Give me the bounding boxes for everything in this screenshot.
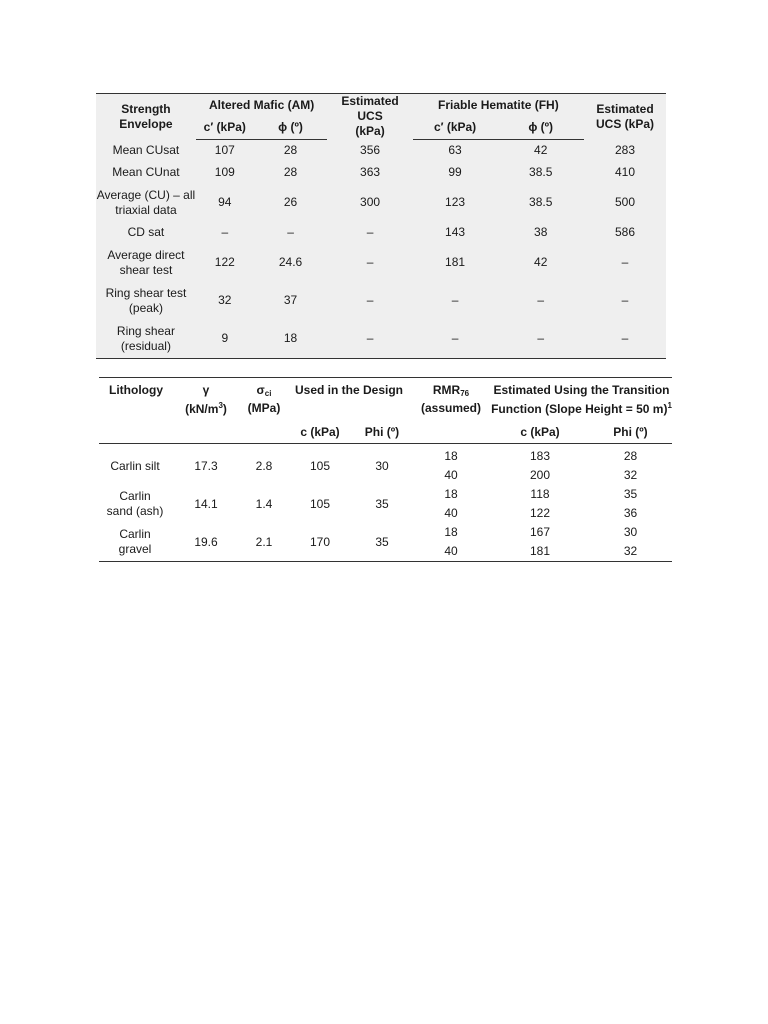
am-c-value: 122 xyxy=(214,255,235,269)
strength-envelope-table xyxy=(96,93,666,359)
am-c-value: 32 xyxy=(218,293,232,307)
header-estimated-ucs-fh: Estimated UCS (kPa) xyxy=(595,101,654,131)
est-phi-value: 35 xyxy=(623,487,638,501)
fh-phi-value: 38.5 xyxy=(529,165,553,179)
fh-ucs-value: 283 xyxy=(614,142,636,157)
row-label: Average direct shear test xyxy=(107,247,185,277)
am-phi-value: – xyxy=(287,225,294,239)
table-row xyxy=(96,244,666,282)
est-c-value: 200 xyxy=(529,468,551,482)
header-spacer xyxy=(241,421,287,444)
est-c-value: 181 xyxy=(529,544,551,558)
am-ucs-value: – xyxy=(366,331,374,345)
fh-ucs-value: – xyxy=(621,255,629,269)
table-row xyxy=(99,485,672,504)
header-est-phi: Phi (º) xyxy=(589,421,672,444)
design-c-value: 105 xyxy=(309,496,331,511)
est-c-value: 118 xyxy=(530,487,550,501)
header-am-c: c′ (kPa) xyxy=(196,117,254,139)
table-row xyxy=(96,320,666,359)
fh-ucs-value: 586 xyxy=(614,225,636,239)
am-ucs-value: – xyxy=(366,293,374,307)
fh-c-value: – xyxy=(451,293,459,307)
est-phi-value: 36 xyxy=(623,506,638,520)
est-phi-value: 32 xyxy=(623,468,638,482)
table-row xyxy=(96,139,666,162)
am-ucs-value: – xyxy=(366,225,374,239)
header-altered-mafic: Altered Mafic (AM) xyxy=(208,98,315,113)
am-phi-value: 24.6 xyxy=(278,255,303,269)
header-friable-hematite: Friable Hematite (FH) xyxy=(438,98,559,113)
header-spacer xyxy=(99,421,171,444)
am-phi-value: 26 xyxy=(283,195,298,209)
fh-c-value: 99 xyxy=(448,165,462,179)
rmr-value: 18 xyxy=(444,487,458,501)
header-strength-envelope: Strength Envelope xyxy=(119,101,173,131)
est-c-value: 183 xyxy=(529,449,551,463)
am-c-value: – xyxy=(221,225,229,239)
header-lithology: Lithology xyxy=(109,383,163,397)
est-phi-value: 32 xyxy=(623,544,638,558)
row-label: Average (CU) – all triaxial data xyxy=(96,187,196,217)
rmr-assumed: (assumed) xyxy=(420,401,482,415)
rmr-value: 40 xyxy=(444,468,458,482)
lithology-name: Carlin silt xyxy=(110,458,160,473)
fh-c-value: 123 xyxy=(445,195,466,209)
table-row xyxy=(96,282,666,320)
design-c-value: 105 xyxy=(309,458,331,473)
lithology-name: Carlin gravel xyxy=(118,527,152,556)
lithology-name: Carlin sand (ash) xyxy=(106,489,164,518)
table-row xyxy=(96,184,666,222)
sigma-unit: (MPa) xyxy=(247,401,281,415)
fh-phi-value: 42 xyxy=(534,255,548,269)
header-design-phi: Phi (º) xyxy=(353,421,411,444)
gamma-symbol: γ xyxy=(202,383,210,397)
fh-phi-value: 38.5 xyxy=(529,195,553,209)
row-label: Ring shear (residual) xyxy=(116,323,175,353)
sigma-value: 2.1 xyxy=(255,534,273,549)
design-phi-value: 35 xyxy=(375,534,389,549)
am-phi-value: 28 xyxy=(283,165,298,179)
am-phi-value: 28 xyxy=(283,143,298,157)
gamma-value: 14.1 xyxy=(194,496,218,511)
header-est-c: c (kPa) xyxy=(491,421,589,444)
rmr-value: 18 xyxy=(444,525,458,539)
fh-c-value: – xyxy=(451,331,459,345)
rmr-value: 40 xyxy=(444,544,458,558)
table-row xyxy=(96,222,666,244)
fh-ucs-value: 500 xyxy=(614,195,636,209)
header-spacer xyxy=(171,421,241,444)
header-estimated-ucs-am: Estimated UCS (kPa) xyxy=(341,94,399,138)
am-c-value: 94 xyxy=(218,195,232,209)
am-ucs-value: 300 xyxy=(360,195,381,209)
design-phi-value: 35 xyxy=(375,496,389,511)
gamma-unit: $(kN/m^3)$ xyxy=(185,401,227,416)
est-phi-value: 28 xyxy=(623,449,638,463)
header-am-phi: ϕ (º) xyxy=(254,117,328,139)
am-ucs-value: – xyxy=(366,255,374,269)
row-label: Ring shear test (peak) xyxy=(105,285,187,315)
am-ucs-value: 356 xyxy=(360,142,381,157)
design-phi-value: 30 xyxy=(375,458,389,473)
am-c-value: 9 xyxy=(221,331,229,345)
am-c-value: 107 xyxy=(214,143,235,157)
sigma-symbol: $\sigma_{ci}$ xyxy=(256,383,272,398)
gamma-value: 19.6 xyxy=(194,534,218,549)
header-used-in-design: Used in the Design xyxy=(294,383,404,397)
header-gamma xyxy=(171,378,241,422)
rmr-label: $RMR_{76}$ xyxy=(432,383,470,398)
header-rmr xyxy=(411,378,491,422)
rmr-value: 40 xyxy=(444,506,458,520)
fh-phi-value: – xyxy=(537,331,545,345)
am-phi-value: 18 xyxy=(283,331,298,345)
row-label: CD sat xyxy=(127,225,165,239)
am-ucs-value: 363 xyxy=(360,165,381,179)
design-c-value: 170 xyxy=(309,534,331,549)
sigma-value: 1.4 xyxy=(255,496,273,511)
gamma-value: 17.3 xyxy=(194,458,218,473)
header-fh-c: c′ (kPa) xyxy=(413,117,498,139)
header-spacer xyxy=(411,421,491,444)
est-c-value: 122 xyxy=(529,506,551,520)
table-row xyxy=(96,162,666,184)
fh-phi-value: 38 xyxy=(534,225,548,239)
header-fh-phi: ϕ (º) xyxy=(497,117,584,139)
fh-phi-value: – xyxy=(537,293,545,307)
fh-c-value: 63 xyxy=(448,143,462,157)
header-design-c: c (kPa) xyxy=(287,421,353,444)
fh-phi-value: 42 xyxy=(534,143,548,157)
fh-ucs-value: 410 xyxy=(614,165,636,179)
fh-c-value: 181 xyxy=(445,255,466,269)
est-phi-value: 30 xyxy=(623,525,638,539)
rmr-value: 18 xyxy=(444,449,458,463)
am-phi-value: 37 xyxy=(283,293,298,307)
fh-ucs-value: – xyxy=(621,293,629,307)
table-row xyxy=(99,444,672,467)
sigma-value: 2.8 xyxy=(255,458,273,473)
row-label: Mean CUsat xyxy=(112,142,180,157)
header-sigma-ci xyxy=(241,378,287,422)
est-c-value: 167 xyxy=(529,525,551,539)
row-label: Mean CUnat xyxy=(112,165,180,179)
am-c-value: 109 xyxy=(214,165,235,179)
lithology-design-table xyxy=(99,377,672,562)
fh-ucs-value: – xyxy=(621,331,629,345)
fh-c-value: 143 xyxy=(445,225,466,239)
header-transition-function: Estimated Using the Transition Function (Slope Height = 50 m)$^1$ xyxy=(491,383,672,416)
table-row xyxy=(99,523,672,542)
